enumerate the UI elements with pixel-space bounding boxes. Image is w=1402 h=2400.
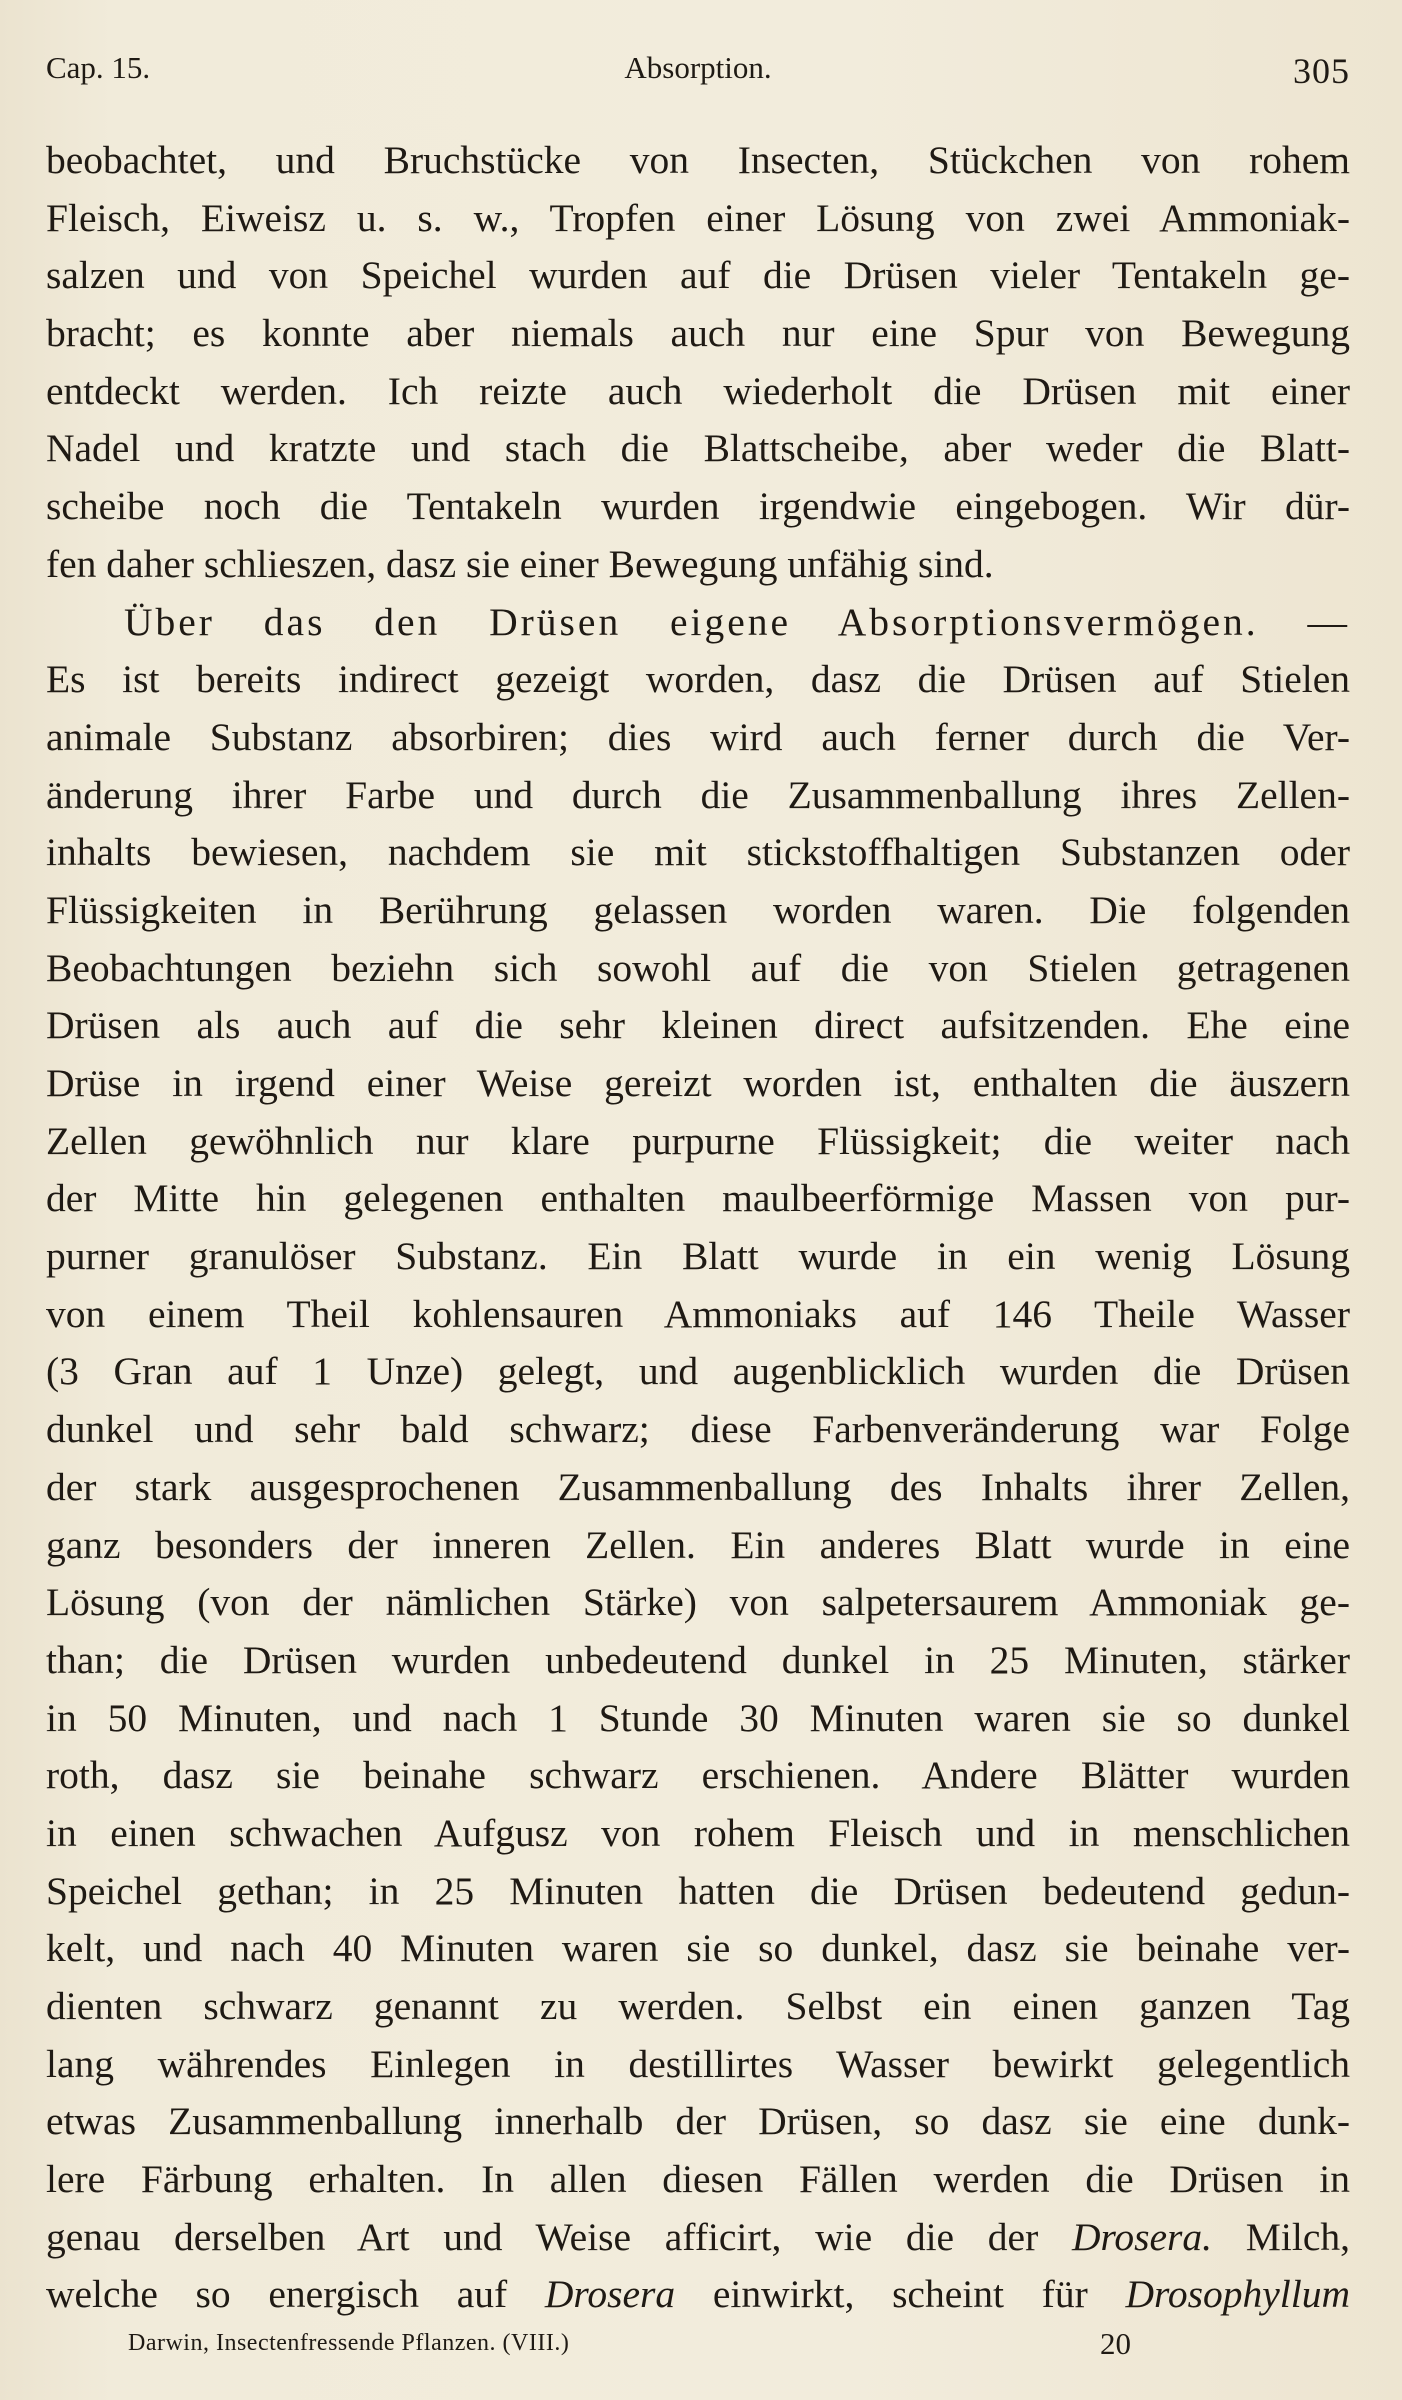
text-line: Drüse in irgend einer Weise gereizt worden ist, enthalten die äuszern [46,1061,1350,1105]
text-line-mixed [46,2209,1350,2267]
text-line: Speichel gethan; in 25 Minuten hatten die Drüsen bedeutend gedun- [46,1868,1350,1913]
italic-genus-name: Drosophyllum [1125,2272,1350,2317]
text-line: purner granulöser Substanz. Ein Blatt wurde in ein wenig Lösung [46,1234,1350,1279]
text-line: lang währendes Einlegen in destillirtes Wasser bewirkt gelegentlich [46,2041,1350,2086]
text-line: dienten schwarz genannt zu werden. Selbst ein einen ganzen Tag [46,1984,1350,2028]
text-line: kelt, und nach 40 Minuten waren sie so dunkel, dasz sie beinahe ver- [46,1926,1350,1971]
running-header [46,50,1350,100]
text-line: Es ist bereits indirect gezeigt worden, dasz die Drüsen auf Stielen [46,657,1350,702]
text-line: animale Substanz absorbiren; dies wird auch ferner durch die Ver- [46,714,1350,759]
text-segment: welche so energisch auf [46,2272,545,2317]
section-heading-line: Über das den Drüsen eigene Absorptionsvermögen. — [124,599,1350,644]
text-line: Nadel und kratzte und stach die Blattscheibe, aber weder die Blatt- [46,426,1350,471]
text-line: (3 Gran auf 1 Unze) gelegt, und augenblicklich wurden die Drüsen [46,1349,1350,1394]
text-segment: einwirkt, scheint für [675,2272,1126,2317]
text-line-mixed [46,2266,1350,2324]
text-line: beobachtet, und Bruchstücke von Insecten, Stückchen von rohem [46,138,1350,182]
text-line: von einem Theil kohlensauren Ammoniaks auf 146 Theile Wasser [46,1291,1350,1336]
chapter-label: Cap. 15. [46,50,151,85]
text-line: in einen schwachen Aufgusz von rohem Fleisch und in menschlichen [46,1810,1350,1855]
text-line: fen daher schlieszen, dasz sie einer Bewegung unfähig sind. [46,541,994,586]
text-line: than; die Drüsen wurden unbedeutend dunkel in 25 Minuten, stärker [46,1637,1350,1682]
text-line: etwas Zusammenballung innerhalb der Drüsen, so dasz sie eine dunk- [46,2099,1350,2144]
text-line: änderung ihrer Farbe und durch die Zusammenballung ihres Zellen- [46,772,1350,817]
text-line: in 50 Minuten, und nach 1 Stunde 30 Minuten waren sie so dunkel [46,1695,1350,1740]
text-line: salzen und von Speichel wurden auf die Drüsen vieler Tentakeln ge- [46,253,1350,298]
text-line: der stark ausgesprochenen Zusammenballung des Inhalts ihrer Zellen, [46,1464,1350,1509]
text-line: inhalts bewiesen, nachdem sie mit stickstoffhaltigen Substanzen oder [46,830,1350,875]
text-line: entdeckt werden. Ich reizte auch wiederholt die Drüsen mit einer [46,368,1350,413]
text-line: Fleisch, Eiweisz u. s. w., Tropfen einer Lösung von zwei Ammoniak- [46,195,1350,240]
running-title: Absorption. [624,50,772,85]
italic-genus-name: Drosera. [1071,2214,1213,2259]
text-line: Lösung (von der nämlichen Stärke) von salpetersaurem Ammoniak ge- [46,1580,1350,1625]
text-line: Zellen gewöhnlich nur klare purpurne Flüssigkeit; die weiter nach [46,1118,1350,1163]
text-line: Beobachtungen beziehn sich sowohl auf die von Stielen getragenen [46,945,1350,990]
body-text [46,132,1350,2324]
text-line: Flüssigkeiten in Berührung gelassen worden waren. Die folgenden [46,887,1350,932]
page-footer [46,2326,1350,2370]
imprint-line: Darwin, Insectenfressende Pflanzen. (VIII.) [128,2330,570,2356]
text-line: Drüsen als auch auf die sehr kleinen direct aufsitzenden. Ehe eine [46,1003,1350,1048]
text-line: dunkel und sehr bald schwarz; diese Farbenveränderung war Folge [46,1407,1350,1452]
text-line: bracht; es konnte aber niemals auch nur eine Spur von Bewegung [46,311,1350,356]
text-line: ganz besonders der inneren Zellen. Ein anderes Blatt wurde in eine [46,1522,1350,1567]
page-number: 305 [1293,51,1350,91]
text-line: scheibe noch die Tentakeln wurden irgendwie eingebogen. Wir dür- [46,484,1350,529]
text-segment: genau derselben Art und Weise afficirt, wie die der [46,2214,1072,2259]
text-line: der Mitte hin gelegenen enthalten maulbeerförmige Massen von pur- [46,1176,1350,1221]
text-line: roth, dasz sie beinahe schwarz erschienen. Andere Blätter wurden [46,1753,1350,1798]
text-segment: Milch, [1212,2214,1350,2259]
italic-genus-name: Drosera [544,2272,676,2317]
text-line: lere Färbung erhalten. In allen diesen Fällen werden die Drüsen in [46,2157,1350,2202]
signature-mark: 20 [1100,2326,1131,2361]
